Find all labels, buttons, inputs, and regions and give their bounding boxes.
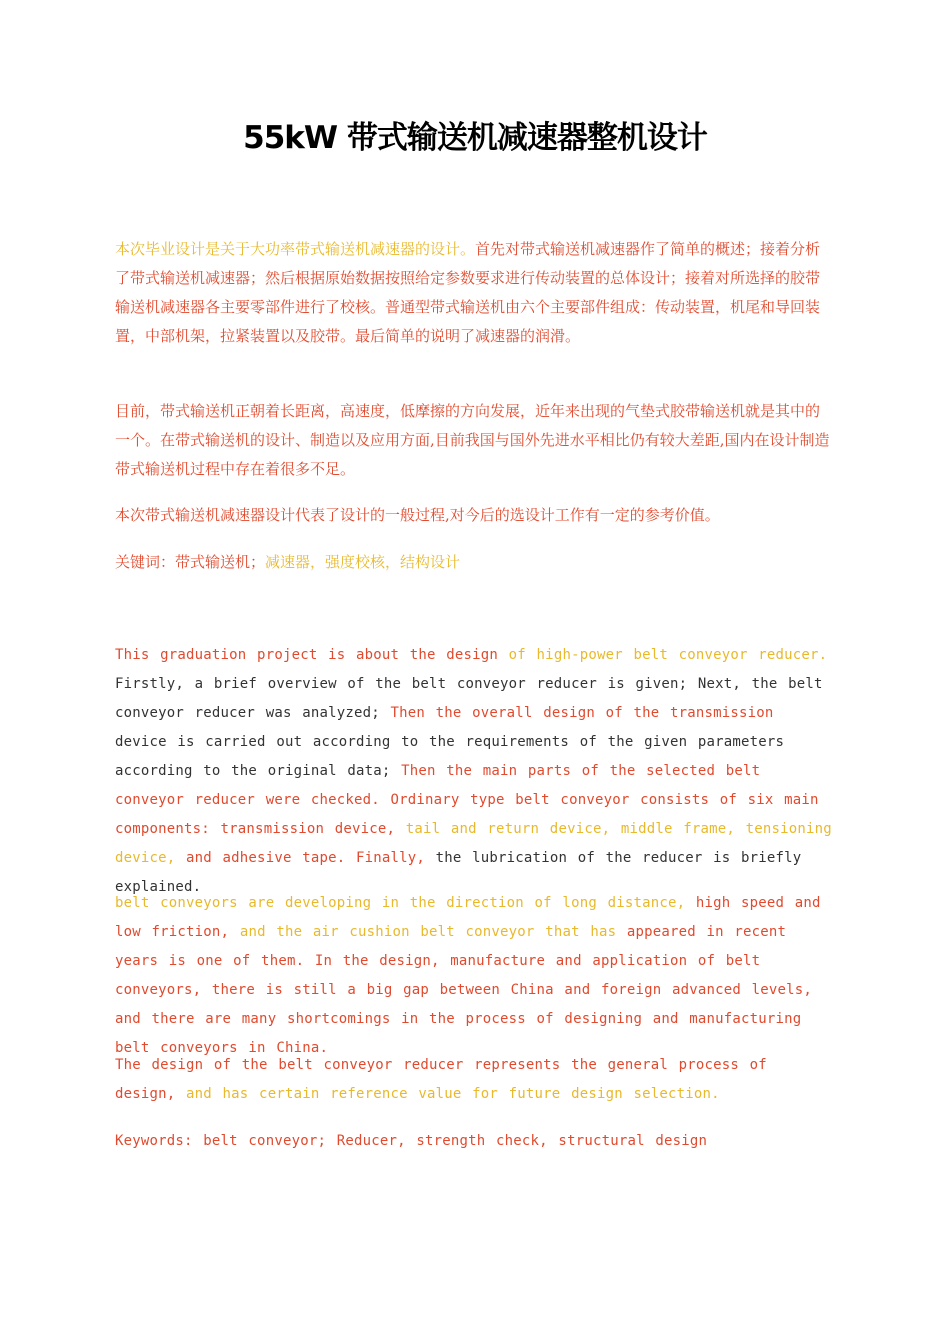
text-run: belt conveyors are developing in the direction of long distance, — [115, 895, 696, 911]
text-run: Keywords: belt conveyor; Reducer, strength check, structural design — [115, 1133, 708, 1149]
text-run: device is carried out according to the requirements of the given parameters according to the original data; — [115, 734, 785, 779]
text-run: tail and return device, middle frame, tensioning device, — [115, 821, 832, 866]
text-run: 减速器，强度校核，结构设计 — [265, 553, 461, 571]
text-run: of high-power belt conveyor reducer. — [508, 647, 828, 663]
en-abstract-paragraph-2 — [115, 889, 833, 1063]
cn-abstract-paragraph-1 — [115, 235, 833, 351]
en-keywords — [115, 1127, 833, 1156]
en-abstract-paragraph-1 — [115, 641, 833, 902]
text-run: high speed and low friction, — [115, 895, 821, 940]
text-run: and has certain reference value for future design selection. — [186, 1086, 720, 1102]
text-run: Then the overall design of the transmission — [390, 705, 774, 721]
en-abstract-paragraph-3 — [115, 1051, 833, 1109]
text-run: appeared in recent years is one of them. In the design, manufacture and application of belt conveyors, there is still a big gap between China and foreign advanced levels, and there are many shortcomings in the process of designing and manufacturing belt conveyors in China. — [115, 924, 813, 1056]
cn-abstract-paragraph-2 — [115, 397, 833, 484]
cn-abstract-paragraph-3 — [115, 501, 833, 530]
text-run: 本次毕业设计是关于大功率带式输送机减速器的设计。 — [115, 240, 476, 258]
text-run: The design of the belt conveyor reducer represents the general process of design, — [115, 1057, 767, 1102]
text-run: the lubrication of the reducer is briefly explained. — [115, 850, 802, 895]
text-run: Then the main parts of the selected belt conveyor reducer were checked. Ordinary type belt conveyor consists of six main components: transmission device, — [115, 763, 819, 837]
document-title: 55kW 带式输送机减速器整机设计 — [243, 120, 707, 156]
text-run: 目前，带式输送机正朝着长距离，高速度，低摩擦的方向发展，近年来出现的气垫式胶带输送机就是其中的一个。在带式输送机的设计、制造以及应用方面,目前我国与国外先进水平相比仍有较大差距,国内在设计制造带式输送机过程中存在着很多不足。 — [115, 402, 830, 478]
text-run: and adhesive tape. Finally, — [186, 850, 426, 866]
text-run: This graduation project is about the design — [115, 647, 509, 663]
text-run: 首先对带式输送机减速器作了简单的概述；接着分析了带式输送机减速器；然后根据原始数据按照给定参数要求进行传动装置的总体设计；接着对所选择的胶带输送机减速器各主要零部件进行了校核。普通型带式输送机由六个主要部件组成：传动装置，机尾和导回装置，中部机架，拉紧装置以及胶带。最后简单的说明了减速器的润滑。 — [115, 240, 821, 345]
text-run: and the air cushion belt conveyor that has — [239, 924, 627, 940]
cn-keywords — [115, 548, 833, 577]
text-run: 关键词：带式输送机； — [115, 553, 266, 571]
text-run: 本次带式输送机减速器设计代表了设计的一般过程,对今后的选设计工作有一定的参考价值。 — [115, 506, 720, 524]
text-run: Firstly, a brief overview of the belt conveyor reducer is given; Next, the belt conveyor reducer was analyzed; — [115, 676, 823, 721]
